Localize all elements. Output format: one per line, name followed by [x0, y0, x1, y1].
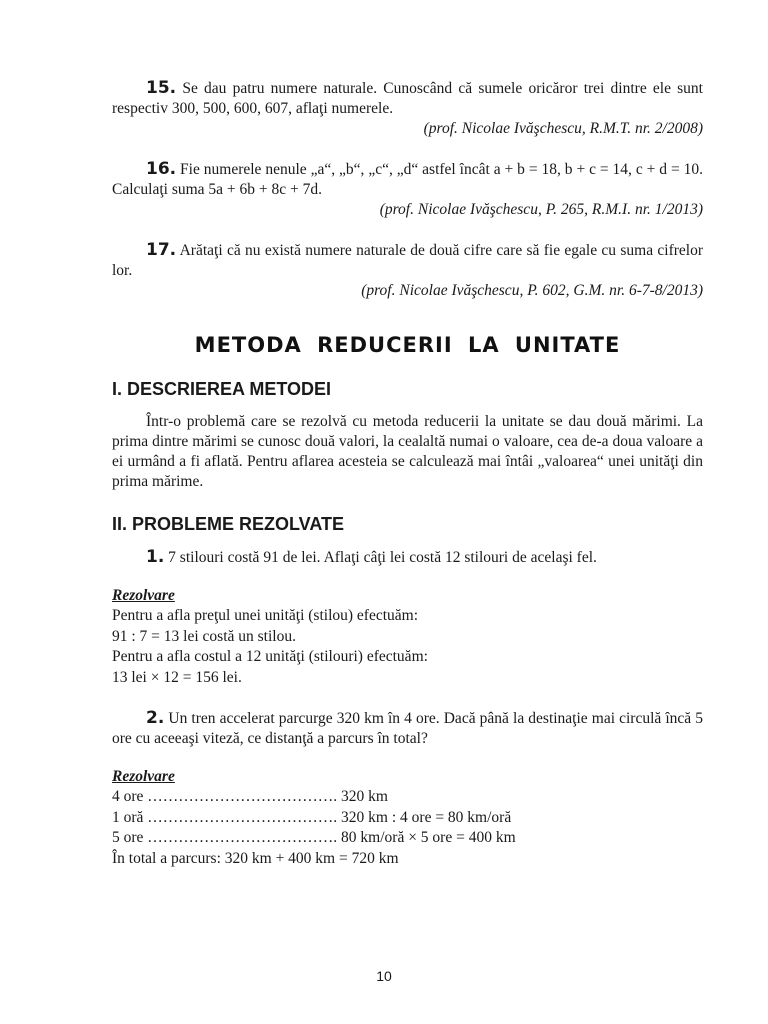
problem-text: Un tren accelerat parcurge 320 km în 4 ore. Dacă până la destinaţie mai circulă încă 5 ore cu aceeaşi viteză, ce distanţă a parcurs în total? [112, 710, 704, 747]
problem-number: 17. [146, 240, 177, 260]
problem-text: Se dau patru numere naturale. Cunoscând că sumele oricăror trei dintre ele sunt respectiv 300, 500, 600, 607, aflaţi numerele. [112, 80, 703, 117]
section-heading-description: I. DESCRIEREA METODEI [112, 379, 332, 399]
method-description: Într-o problemă care se rezolvă cu metoda reducerii la unitate se dau două mărimi. La prima dintre mărimi se cunosc două valori, la cealaltă numai o valoare, cea de-a doua valoare a ei urmând a fi aflată. Pentru aflarea acesteia se calculează mai întâi „valoarea“ unei unităţi din prima mărime. [112, 413, 703, 490]
problem-16 [112, 159, 703, 220]
solution-label: Rezolvare [112, 587, 175, 604]
solution-line: 1 oră ………………………………. 320 km : 4 ore = 80 km/oră [112, 808, 512, 826]
problem-number: 16. [146, 159, 177, 179]
solution-line: 91 : 7 = 13 lei costă un stilou. [112, 627, 296, 645]
solution-line: În total a parcurs: 320 km + 400 km = 720 km [112, 849, 399, 867]
solution-line: 5 ore ………………………………. 80 km/oră × 5 ore = 400 km [112, 829, 516, 846]
chapter-title: METODA REDUCERII LA UNITATE [194, 333, 621, 357]
problem-citation: (prof. Nicolae Ivăşchescu, P. 265, R.M.I. nr. 1/2013) [379, 201, 703, 218]
problem-statement [112, 78, 703, 119]
problem-statement [112, 159, 703, 200]
solved-problem-2 [112, 708, 703, 869]
solution-line: 13 lei × 12 = 156 lei. [112, 668, 242, 686]
problem-citation: (prof. Nicolae Ivăşchescu, R.M.T. nr. 2/2008) [423, 120, 703, 137]
problem-15 [112, 78, 703, 139]
solution-line: Pentru a afla preţul unei unităţi (stilou) efectuăm: [112, 607, 419, 624]
solution-line: Pentru a afla costul a 12 unităţi (stilouri) efectuăm: [112, 648, 428, 665]
problem-statement [112, 240, 703, 281]
problem-text: Arătaţi că nu există numere naturale de două cifre care să fie egale cu suma cifrelor lor. [112, 242, 703, 279]
problem-number: 15. [146, 78, 177, 98]
solution-label: Rezolvare [112, 768, 175, 785]
problem-17 [112, 240, 703, 301]
problem-number: 2. [146, 708, 165, 728]
section-heading-solved-problems: II. PROBLEME REZOLVATE [112, 514, 345, 534]
page-content [112, 78, 703, 889]
problem-statement [112, 708, 703, 749]
page-number: 10 [376, 968, 392, 984]
problem-citation: (prof. Nicolae Ivăşchescu, P. 602, G.M. nr. 6-7-8/2013) [361, 282, 703, 299]
problem-text: 7 stilouri costă 91 de lei. Aflaţi câţi lei costă 12 stilouri de acelaşi fel. [168, 549, 597, 566]
problem-text: Fie numerele nenule „a“, „b“, „c“, „d“ astfel încât a + b = 18, b + c = 14, c + d = 10. Calculaţi suma 5a + 6b + 8c + 7d. [112, 161, 704, 198]
solution-line: 4 ore ………………………………. 320 km [112, 788, 388, 805]
problem-statement [112, 547, 703, 568]
problem-number: 1. [146, 547, 165, 567]
solved-problem-1 [112, 547, 703, 688]
